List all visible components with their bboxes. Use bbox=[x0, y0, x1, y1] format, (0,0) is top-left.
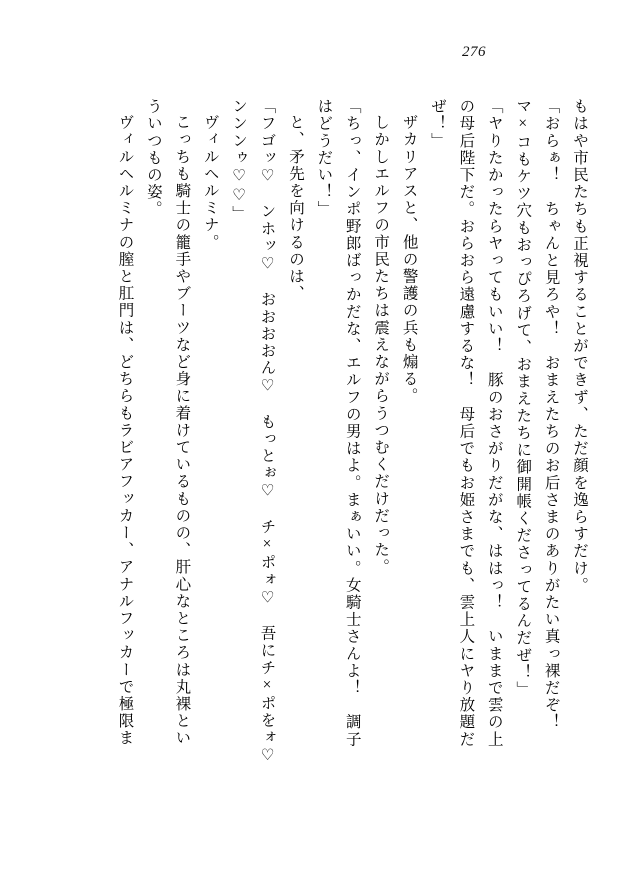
text-line: 「ヤりたかったらヤってもいい！ 豚のおさがりだがな、ははっ！ いままで雲の上 bbox=[485, 98, 503, 748]
text-line: はどうだい！」 bbox=[315, 98, 333, 218]
text-line: ザカリアスと、他の警護の兵も煽る。 bbox=[400, 114, 418, 405]
text-line: 「フゴッ♡ ンホッ♡ おおおおん♡ もっとぉ♡ チ×ポォ♡ 吾にチ×ポをォ♡ bbox=[258, 98, 276, 766]
text-line: ンンンゥ♡♡」 bbox=[230, 98, 248, 223]
text-line: 「おらぁ！ ちゃんと見ろや！ おまえたちのお后さまのありがたい真っ裸だぞ！ bbox=[542, 98, 560, 731]
text-line: ヴィルヘルミナ。 bbox=[201, 114, 219, 251]
text-line: しかしエルフの市民たちは震えながらうつむくだけだった。 bbox=[372, 114, 390, 576]
text-line: 「ちっ、インポ野郎ばっかだな、エルフの男はよ。まぁいい。女騎士さんよ！ 調子 bbox=[343, 98, 361, 748]
page-number: 276 bbox=[462, 44, 486, 60]
text-line: こっちも騎士の籠手やブーツなど身に着けているものの、肝心なところは丸裸とい bbox=[173, 114, 191, 747]
text-line: ぜ！」 bbox=[428, 98, 446, 150]
vertical-body-text bbox=[28, 98, 593, 818]
text-line: もはや市民たちも正視することができず、ただ顔を逸らすだけ。 bbox=[571, 98, 588, 594]
text-line: の母后陛下だ。おらおら遠慮するな！ 母后でもお姫さまでも、雲上人にヤり放題だ bbox=[457, 98, 475, 748]
text-line: と、矛先を向けるのは、 bbox=[286, 114, 304, 303]
text-line: ヴィルヘルミナの膣と肛門は、どちらもラビアフッカー、アナルフッカーで極限ま bbox=[116, 114, 134, 747]
text-line: ういつもの姿。 bbox=[144, 98, 162, 218]
text-line: マ×コもケツ穴もおっぴろげて、おまえたちに御開帳くださってるんだぜ！」 bbox=[514, 98, 532, 698]
